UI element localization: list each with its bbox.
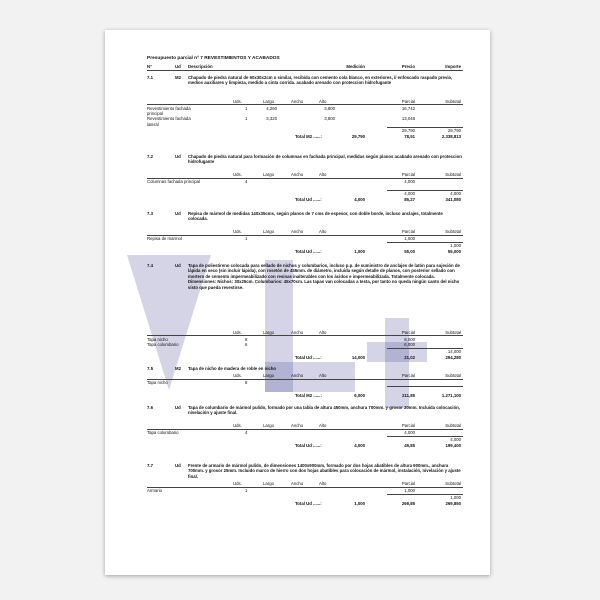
measurement-parcial: 8,000 xyxy=(404,336,415,342)
measurement-largo: 4,260 xyxy=(266,105,277,111)
item-precio: 21,02 xyxy=(404,354,415,360)
subheader-subtotal: Subtotal xyxy=(445,172,461,178)
subtotal-value: 1,000 xyxy=(450,242,461,248)
item-number: 7.3 xyxy=(147,211,153,216)
subtotal-value: 14,000 xyxy=(447,348,461,354)
measurement-name: Tapa nicho xyxy=(147,380,168,386)
subtotal-value: 29,790 xyxy=(447,128,461,134)
subheader-largo: Largo xyxy=(263,423,274,429)
subheader-largo: Largo xyxy=(263,329,274,335)
subheader-parcial: Parcial xyxy=(401,329,415,335)
subheader-uds: Uds. xyxy=(233,229,242,235)
item-importe: 55,000 xyxy=(447,248,461,254)
item-total-label: Total M2 ......: xyxy=(295,392,322,398)
subheader-uds: Uds. xyxy=(233,172,242,178)
measurement-alto: 3,800 xyxy=(324,105,335,111)
item-total-label: Total Ud ......: xyxy=(295,442,322,448)
subheader-largo: Largo xyxy=(263,481,274,487)
item-importe: 269,850 xyxy=(445,500,461,506)
item-unit: Ud xyxy=(175,263,181,268)
subheader-subtotal: Subtotal xyxy=(445,373,461,379)
item-description: Chapado de piedra natural para formación de columnas en fachada principal, medidas según planos acabado arenado con proteccion hidrofugante xyxy=(188,154,462,165)
item-importe: 199,400 xyxy=(445,442,461,448)
item-medicion: 14,000 xyxy=(351,354,365,360)
item-total-label: Total Ud ......: xyxy=(295,354,322,360)
item-total-label: Total M2 ......: xyxy=(295,134,322,140)
item-unit: M2 xyxy=(175,366,181,371)
header-num: Nº xyxy=(147,64,152,69)
subheader-parcial: Parcial xyxy=(401,423,415,429)
measurement-name: Tapa nicho xyxy=(147,336,168,342)
subheader-parcial: Parcial xyxy=(401,172,415,178)
measurement-name: Tapa columbario xyxy=(147,342,179,348)
item-description: Tapa de columbario de mármol pulido, formado por una tabla de altura 450mm, anchura 700mm. y grosor 20mm. Incluida colocación, nivelación y ajuste final. xyxy=(188,405,460,416)
item-total-label: Total Ud ......: xyxy=(295,197,322,202)
item-precio: 49,85 xyxy=(404,442,415,448)
measurement-parcial: 1,000 xyxy=(404,236,415,242)
subheader-ancho: Ancho xyxy=(291,329,304,335)
header-ud: Ud xyxy=(175,64,181,69)
subheader-alto: Alto xyxy=(319,172,327,178)
measurement-uds: 1 xyxy=(245,105,248,111)
subheader-ancho: Ancho xyxy=(291,229,304,235)
item-precio: 211,85 xyxy=(402,392,415,398)
subheader-alto: Alto xyxy=(319,229,327,235)
document-title: Presupuesto parcial nº 7 REVESTIMIENTOS Y ACABADOS xyxy=(147,56,280,61)
item-description: Tapa de nicho de madera de roble en nicho xyxy=(188,366,277,371)
subheader-ancho: Ancho xyxy=(291,481,304,487)
subheader-subtotal: Subtotal xyxy=(445,329,461,335)
subheader-alto: Alto xyxy=(319,423,327,429)
measurement-name: Repisa de marmol xyxy=(147,236,182,242)
subheader-uds: Uds. xyxy=(233,373,242,379)
subheader-uds: Uds. xyxy=(233,423,242,429)
item-medicion: 1,000 xyxy=(354,500,365,506)
measurement-name: Tapa columbario xyxy=(147,430,179,436)
measurement-largo: 3,320 xyxy=(266,116,277,122)
measurement-name: Revestimiento fachada lateral xyxy=(147,116,191,127)
measurement-uds: 1 xyxy=(245,116,248,122)
measurement-uds: 8 xyxy=(245,380,248,386)
measurement-uds: 1 xyxy=(245,236,248,242)
item-description: Frente de armario de mármol pulido, de dimensiones 1400x900mm, formado por dos hojas abatibles de altura 900mm., anchura 700mm. y grosor 25mm. Incluido marco de hierro con dos hojas abatibles para colocación de mármol, instalación, nivelación y ajuste final. xyxy=(188,463,461,479)
subheader-parcial: Parcial xyxy=(401,98,415,104)
subheader-subtotal: Subtotal xyxy=(445,423,461,429)
subheader-ancho: Ancho xyxy=(291,98,304,104)
item-precio: 269,85 xyxy=(401,500,415,506)
subheader-subtotal: Subtotal xyxy=(445,481,461,487)
subtotal-value: 4,000 xyxy=(450,191,461,196)
item-number: 7.2 xyxy=(147,154,153,159)
measurement-parcial: 13,048 xyxy=(401,116,415,122)
measurement-parcial: 4,000 xyxy=(404,179,415,185)
subheader-parcial: Parcial xyxy=(401,373,415,379)
subheader-ancho: Ancho xyxy=(291,172,304,178)
item-precio: 55,00 xyxy=(404,248,415,254)
subheader-largo: Largo xyxy=(263,229,274,235)
measurement-name: Revestimiento fachada principal xyxy=(147,105,191,116)
header-precio: Precio xyxy=(401,64,415,69)
header-importe: Importe xyxy=(445,64,461,69)
item-number: 7.5 xyxy=(147,366,153,371)
measurement-uds: 4 xyxy=(245,179,248,185)
measurement-name: Columnas fachada principal xyxy=(147,179,201,185)
parcial-sum: 29,790 xyxy=(401,128,415,134)
item-medicion: 1,000 xyxy=(354,248,365,254)
subheader-uds: Uds. xyxy=(233,329,242,335)
subheader-parcial: Parcial xyxy=(401,481,415,487)
header-medicion: Medición xyxy=(346,64,365,69)
item-importe: 1.271,100 xyxy=(441,392,461,398)
subheader-uds: Uds. xyxy=(233,98,242,104)
item-medicion: 29,790 xyxy=(351,134,365,140)
subheader-largo: Largo xyxy=(263,373,274,379)
item-unit: M2 xyxy=(175,75,181,80)
item-number: 7.6 xyxy=(147,405,153,410)
subheader-alto: Alto xyxy=(319,98,327,104)
measurement-parcial: 4,000 xyxy=(404,430,415,436)
header-rule xyxy=(147,70,463,71)
measurement-uds: 8 xyxy=(245,336,248,342)
subheader-ancho: Ancho xyxy=(291,423,304,429)
item-unit: Ud xyxy=(175,211,181,216)
measurement-name: Armario xyxy=(147,488,163,494)
item-medicion: 4,000 xyxy=(354,197,365,202)
subtotal-rule xyxy=(387,386,463,387)
item-unit: Ud xyxy=(175,154,181,159)
subheader-uds: Uds. xyxy=(233,481,242,487)
item-importe: 2.338,813 xyxy=(441,134,461,140)
item-total-label: Total Ud ......: xyxy=(295,248,322,254)
item-total-label: Total Ud ......: xyxy=(295,500,322,506)
subheader-subtotal: Subtotal xyxy=(445,229,461,235)
subheader-largo: Largo xyxy=(263,172,274,178)
measurement-parcial: 16,742 xyxy=(401,105,415,111)
subtotal-value: 4,000 xyxy=(450,436,461,442)
item-number: 7.1 xyxy=(147,75,153,80)
subheader-subtotal: Subtotal xyxy=(445,98,461,104)
item-unit: Ud xyxy=(175,463,181,468)
budget-document-page xyxy=(105,30,490,575)
measurement-uds: 6 xyxy=(245,342,248,348)
item-medicion: 4,000 xyxy=(354,442,365,448)
item-precio: 78,51 xyxy=(404,134,415,140)
item-description: Chapado de piedra natural de 60x30x2cm o similar, recibida con cemento cola blanco, en exteriores, i/ enfoscado raspado previo, medios auxiliares y limpieza, medido a cinta corrida. acabado arenado con proteccion hidrofugante xyxy=(188,75,453,86)
item-precio: 85,27 xyxy=(404,197,415,202)
subheader-alto: Alto xyxy=(319,373,327,379)
header-description: Descripción xyxy=(188,64,213,69)
item-importe: 341,080 xyxy=(445,197,461,202)
parcial-sum: 4,000 xyxy=(404,191,415,196)
subheader-alto: Alto xyxy=(319,329,327,335)
item-importe: 294,280 xyxy=(445,354,461,360)
measurement-parcial: 1,000 xyxy=(404,488,415,494)
item-medicion: 6,000 xyxy=(354,392,365,398)
measurement-uds: 4 xyxy=(245,430,248,436)
item-unit: Ud xyxy=(175,405,181,410)
measurement-parcial: 6,000 xyxy=(404,342,415,348)
measurement-alto: 3,800 xyxy=(324,116,335,122)
item-description: Repisa de mármol de medidas 140x35cms, según planos de 7 cms de espesor, con doble borde, incluso anclajes, totalmente colocada. xyxy=(188,211,443,222)
subheader-largo: Largo xyxy=(263,98,274,104)
subheader-ancho: Ancho xyxy=(291,373,304,379)
item-number: 7.7 xyxy=(147,463,153,468)
item-description: Tapa de poliestireno colocada para sellado de nichos y columbarios, incluso p.p. de suministro de anclajes de latón para sujeción de lápida en seco (sin incluir lápida), con rosetón de 455mm. de diámetro, incluida según detalle de planos, con posterior sellado con mortero de cemento impermeabilizado con resinas inalterables con los ácidos e impermeabilizada. Totalmente colocada. Dimensiones: Nichos: 30x25cm. Columbarios: 45x70cm. Las tapas van colocadas a testa, por tanto no queda ningún canto del nicho visto que pueda revestirse. xyxy=(188,263,460,290)
measurement-uds: 1 xyxy=(245,488,248,494)
subheader-alto: Alto xyxy=(319,481,327,487)
subtotal-value: 1,000 xyxy=(450,494,461,500)
subheader-parcial: Parcial xyxy=(401,229,415,235)
item-number: 7.4 xyxy=(147,263,153,268)
